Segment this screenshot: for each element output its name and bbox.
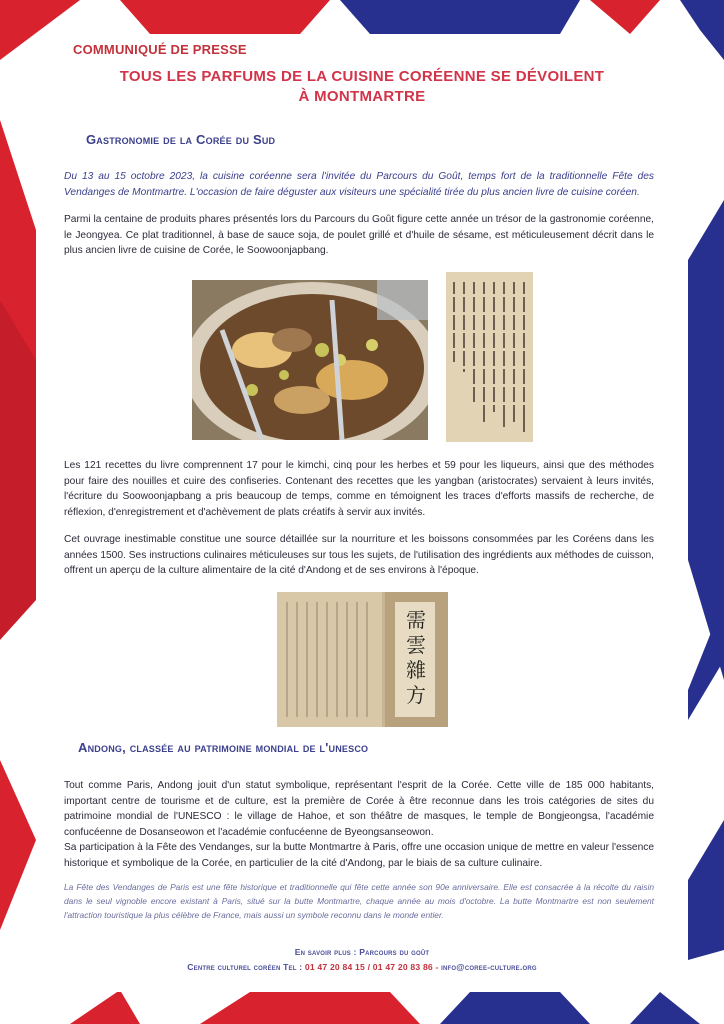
paragraph-recipes: Les 121 recettes du livre comprennent 17 pour le kimchi, cinq pour les herbes et 59 pour les liqueurs, ainsi que des méthodes pour faire des nouilles et cuire des confiseries. Contenant des recettes que les yangban (aristocrates) servaient à leurs invités, l'écriture du Soowoonjapbang a pris beaucoup de temps, comme en témoignent les traces d'efforts massifs de recherche, de réflexion, d'enregistrement et d'achèvement de plats créatifs à servir aux invités. bbox=[64, 460, 654, 518]
dish-illustration bbox=[192, 280, 428, 440]
paragraph-1500s: Cet ouvrage inestimable constitue une source détaillée sur la nourriture et les boissons consommées par les Coréens dans les années 1500. Ses instructions culinaires méticuleuses sur tous les sujets, de l'utilisation des ingrédients aux méthodes de cuisson, offrent un aperçu de la culture alimentaire de la cité d'Andong et de ses environs à l'époque. bbox=[64, 534, 654, 577]
paragraph-participation: Sa participation à la Fête des Vendanges, sur la butte Montmartre à Paris, offre une occasion unique de mettre en valeur l'essence historique et symbolique de la Corée, en particulier de la cité d'Andong, par le biais de sa culture culinaire. bbox=[64, 842, 654, 869]
bottom-blue-right bbox=[630, 992, 700, 1024]
footnote-fete-vendanges: La Fête des Vendanges de Paris est une fête historique et traditionnelle qui fête cette année son 90e anniversaire. Elle est consacrée à la récolte du raisin dans le seul vignoble encore existant à Paris, situé sur la butte Montmartre, chaque année au mois d'octobre. La butte Montmartre est non seulement l'attraction touristique la plus célèbre de France, mais aussi un symbole reconnu dans le monde entier. bbox=[64, 882, 654, 920]
footer-email-link[interactable]: info@coree-culture.org bbox=[441, 962, 537, 972]
manuscript-page-photo bbox=[446, 272, 533, 442]
soowoonjapbang-book-photo bbox=[277, 592, 448, 727]
paragraph-andong: Tout comme Paris, Andong jouit d'un statut symbolique, représentant l'esprit de la Corée. Cette ville de 185 000 habitants, important centre de tourisme et de culture, est la première de Corée à être reconnue dans les trois catégories de sites du patrimoine mondial de l'UNESCO : le village de Hahoe, et son théâtre de masques, le temple de Bongjeongsa, l'académie confucéenne de Dosanseowon et l'académie confucéenne de Byeongsanseowon. bbox=[64, 780, 654, 838]
press-release-sheet bbox=[36, 34, 688, 992]
top-right-red-triangle bbox=[590, 0, 660, 34]
right-blue-wedge bbox=[688, 200, 724, 680]
footer-more-info: En savoir plus : Parcours du goût bbox=[294, 947, 430, 957]
bottom-red-mid bbox=[200, 992, 420, 1024]
left-red-lower bbox=[0, 300, 36, 640]
press-release-label: COMMUNIQUÉ DE PRESSE bbox=[73, 42, 247, 57]
top-red-band bbox=[120, 0, 330, 34]
bottom-red-left bbox=[70, 990, 140, 1024]
paragraph-jeongyea: Parmi la centaine de produits phares présentés lors du Parcours du Goût figure cette année un trésor de la gastronomie coréenne, le Jeongyea. Ce plat traditionnel, à base de sauce soja, de poulet grillé et d'huile de sésame, est méticuleusement décrit dans le plus ancien livre de cuisine de Corée, le Soowoonjapbang. bbox=[64, 214, 654, 257]
book-cover-title: 需雲雜方 bbox=[406, 608, 426, 707]
manuscript-illustration bbox=[446, 272, 533, 442]
section-title-gastronomy: Gastronomie de la Corée du Sud bbox=[86, 132, 276, 147]
footer-phones: 01 47 20 84 15 / 01 47 20 83 86 - bbox=[304, 962, 442, 972]
left-red-bottom bbox=[0, 760, 36, 930]
top-blue-band bbox=[340, 0, 580, 34]
footer-contact-label: Centre culturel coréen Tel : bbox=[187, 962, 305, 972]
section-title-andong: Andong, classée au patrimoine mondial de l'unesco bbox=[78, 740, 369, 755]
page-title-line-1: TOUS LES PARFUMS DE LA CUISINE CORÉENNE SE DÉVOILENT bbox=[119, 68, 605, 85]
footer-contact bbox=[36, 962, 688, 972]
page-title bbox=[76, 67, 648, 107]
jeongyea-dish-photo bbox=[192, 280, 428, 440]
bottom-blue-mid bbox=[440, 992, 590, 1024]
page-title-line-2: À MONTMARTRE bbox=[298, 88, 426, 105]
intro-paragraph: Du 13 au 15 octobre 2023, la cuisine coréenne sera l'invitée du Parcours du Goût, temps fort de la traditionnelle Fête des Vendanges de Montmartre. L'occasion de faire déguster aux visiteurs une spécialité tirée du plus ancien livre de cuisine coréen. bbox=[64, 171, 654, 198]
right-blue-bottom bbox=[688, 820, 724, 960]
